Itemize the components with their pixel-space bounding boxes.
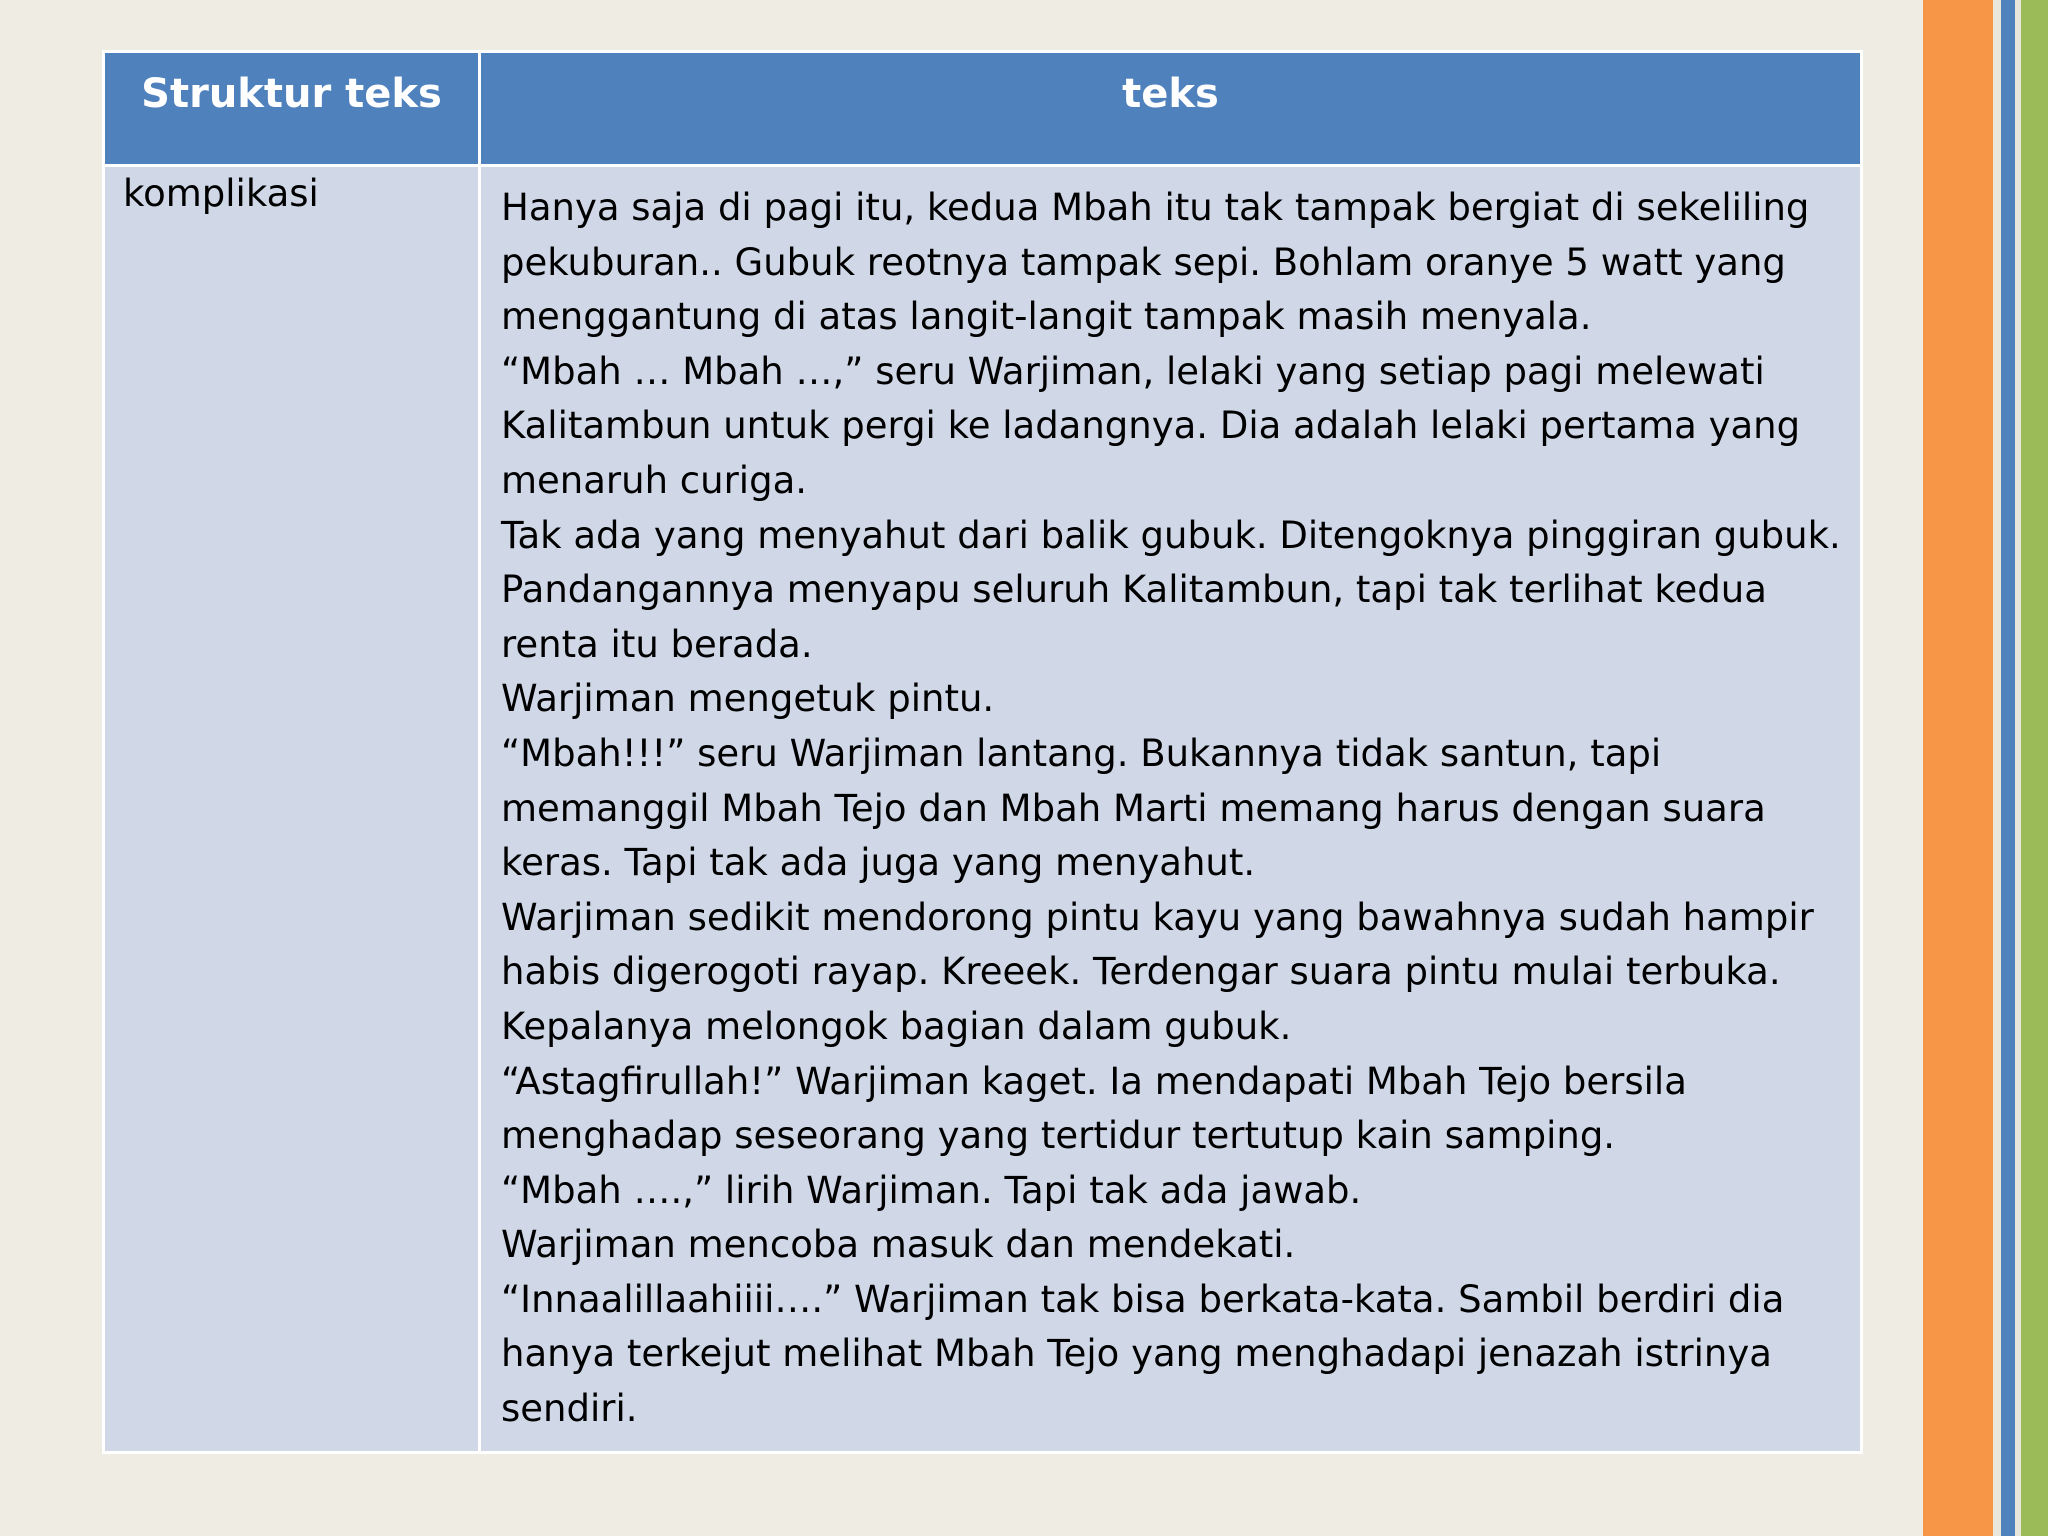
story-line: Kepalanya melongok bagian dalam gubuk. <box>501 1004 1292 1048</box>
story-line: Tak ada yang menyahut dari balik gubuk. Ditengoknya pinggiran gubuk. <box>501 513 1841 557</box>
text-structure-table <box>102 50 1863 1454</box>
story-line: Kalitambun untuk pergi ke ladangnya. Dia adalah lelaki pertama yang <box>501 404 1801 448</box>
story-line: menggantung di atas langit-langit tampak masih menyala. <box>501 295 1592 339</box>
structure-label: komplikasi <box>104 166 480 1453</box>
story-line: Warjiman mengetuk pintu. <box>501 677 995 721</box>
story-line: “Astagfirullah!” Warjiman kaget. Ia mendapati Mbah Tejo bersila <box>501 1059 1687 1103</box>
accent-stripe-gap <box>1993 0 2001 1536</box>
table-header-row <box>104 52 1862 166</box>
header-structure: Struktur teks <box>104 52 480 166</box>
story-line: Warjiman sedikit mendorong pintu kayu yang bawahnya sudah hampir <box>501 895 1814 939</box>
story-line: Warjiman mencoba masuk dan mendekati. <box>501 1223 1296 1267</box>
story-text <box>480 166 1862 1453</box>
story-line: sendiri. <box>501 1387 638 1431</box>
story-line: hanya terkejut melihat Mbah Tejo yang menghadapi jenazah istrinya <box>501 1332 1772 1376</box>
accent-stripe-green <box>2021 0 2048 1536</box>
story-line: “Mbah … Mbah …,” seru Warjiman, lelaki yang setiap pagi melewati <box>501 349 1765 393</box>
story-line: pekuburan.. Gubuk reotnya tampak sepi. Bohlam oranye 5 watt yang <box>501 240 1786 284</box>
story-line: Pandangannya menyapu seluruh Kalitambun, tapi tak terlihat kedua <box>501 568 1767 612</box>
story-line: memanggil Mbah Tejo dan Mbah Marti memang harus dengan suara <box>501 786 1766 830</box>
accent-stripe-orange <box>1923 0 1993 1536</box>
accent-stripe-blue <box>2001 0 2015 1536</box>
story-line: “Mbah ….,” lirih Warjiman. Tapi tak ada jawab. <box>501 1168 1362 1212</box>
story-line: “Innaalillaahiiii….” Warjiman tak bisa berkata-kata. Sambil berdiri dia <box>501 1277 1785 1321</box>
table-row <box>104 166 1862 1453</box>
story-line: habis digerogoti rayap. Kreeek. Terdengar suara pintu mulai terbuka. <box>501 950 1781 994</box>
story-line: menghadap seseorang yang tertidur tertutup kain samping. <box>501 1114 1616 1158</box>
story-line: menaruh curiga. <box>501 458 808 502</box>
story-line: “Mbah!!!” seru Warjiman lantang. Bukannya tidak santun, tapi <box>501 731 1662 775</box>
story-line: renta itu berada. <box>501 622 813 666</box>
story-line: Hanya saja di pagi itu, kedua Mbah itu tak tampak bergiat di sekeliling <box>501 186 1810 229</box>
header-text: teks <box>480 52 1862 166</box>
story-line: keras. Tapi tak ada juga yang menyahut. <box>501 841 1256 885</box>
